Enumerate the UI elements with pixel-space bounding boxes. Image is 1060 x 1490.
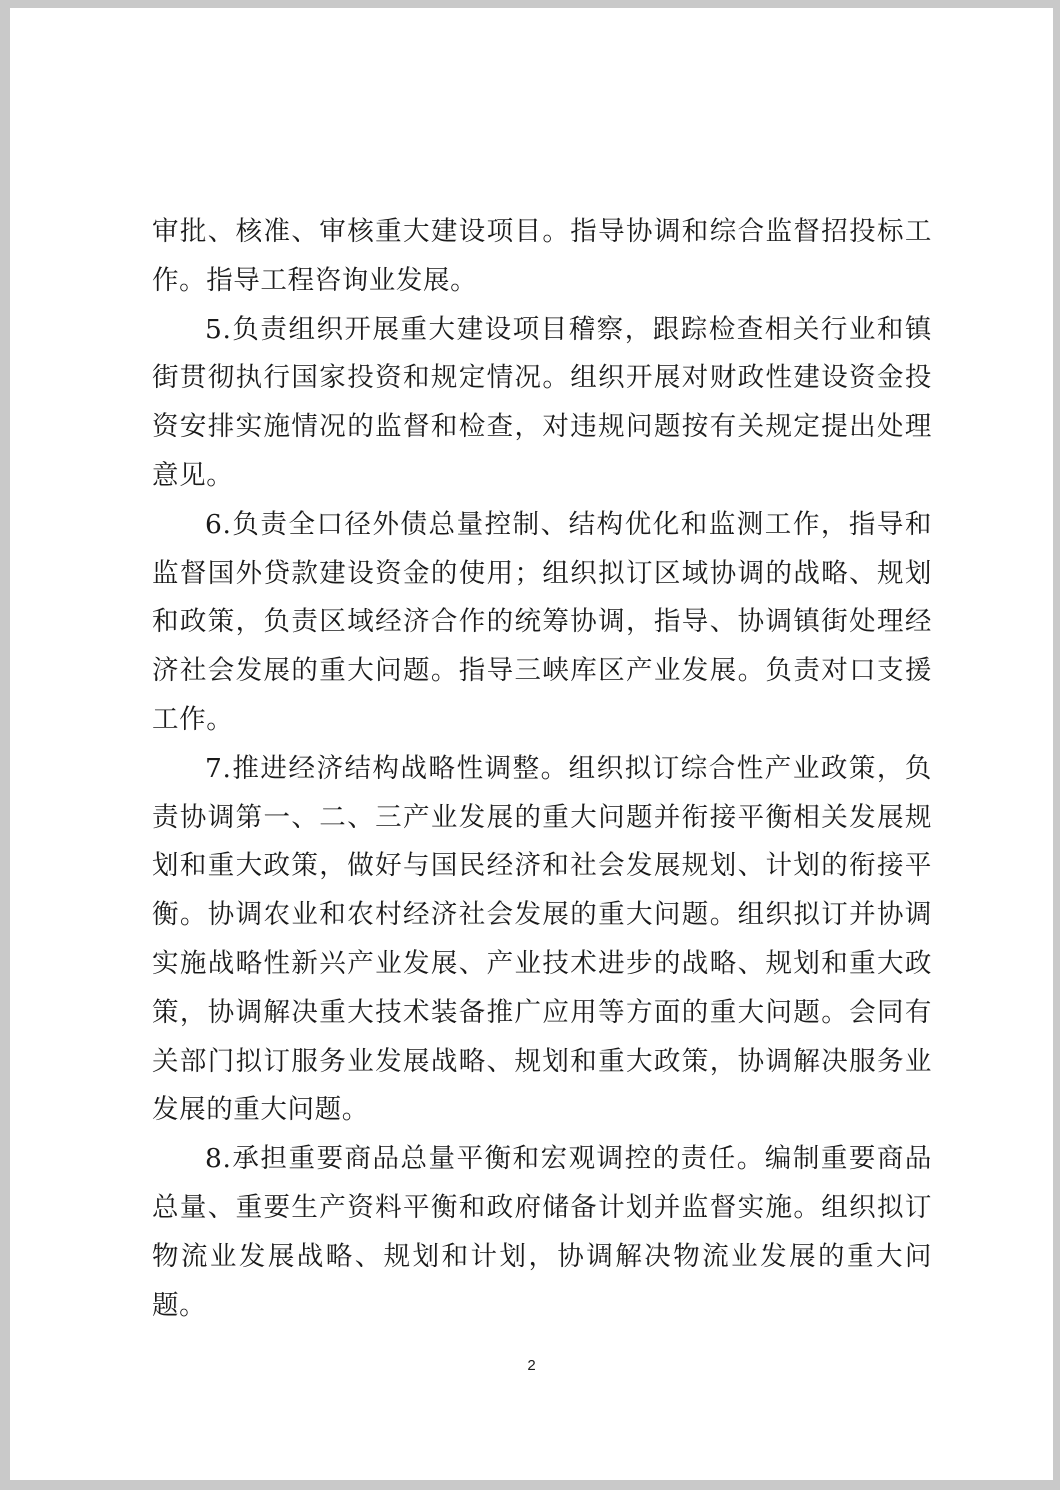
paragraph-item-6: 6.负责全口径外债总量控制、结构优化和监测工作，指导和监督国外贷款建设资金的使用；组织拟订区域协调的战略、规划和政策，负责区域经济合作的统筹协调，指导、协调镇街处理经济社会发展的重大问题。指导三峡库区产业发展。负责对口支援工作。 (152, 508, 932, 735)
document-page (10, 8, 1053, 1480)
document-body (152, 208, 932, 1330)
paragraph-item-5: 5.负责组织开展重大建设项目稽察，跟踪检查相关行业和镇街贯彻执行国家投资和规定情况。组织开展对财政性建设资金投资安排实施情况的监督和检查，对违规问题按有关规定提出处理意见。 (152, 313, 932, 491)
paragraph-item-8: 8.承担重要商品总量平衡和宏观调控的责任。编制重要商品总量、重要生产资料平衡和政府储备计划并监督实施。组织拟订物流业发展战略、规划和计划，协调解决物流业发展的重大问题。 (152, 1143, 932, 1321)
page-number: 2 (527, 1357, 536, 1374)
paragraph-continuation: 审批、核准、审核重大建设项目。指导协调和综合监督招投标工作。指导工程咨询业发展。 (152, 216, 932, 296)
paragraph-item-7: 7.推进经济结构战略性调整。组织拟订综合性产业政策，负责协调第一、二、三产业发展的重大问题并衔接平衡相关发展规划和重大政策，做好与国民经济和社会发展规划、计划的衔接平衡。协调农业和农村经济社会发展的重大问题。组织拟订并协调实施战略性新兴产业发展、产业技术进步的战略、规划和重大政策，协调解决重大技术装备推广应用等方面的重大问题。会同有关部门拟订服务业发展战略、规划和重大政策，协调解决服务业发展的重大问题。 (152, 752, 932, 1126)
